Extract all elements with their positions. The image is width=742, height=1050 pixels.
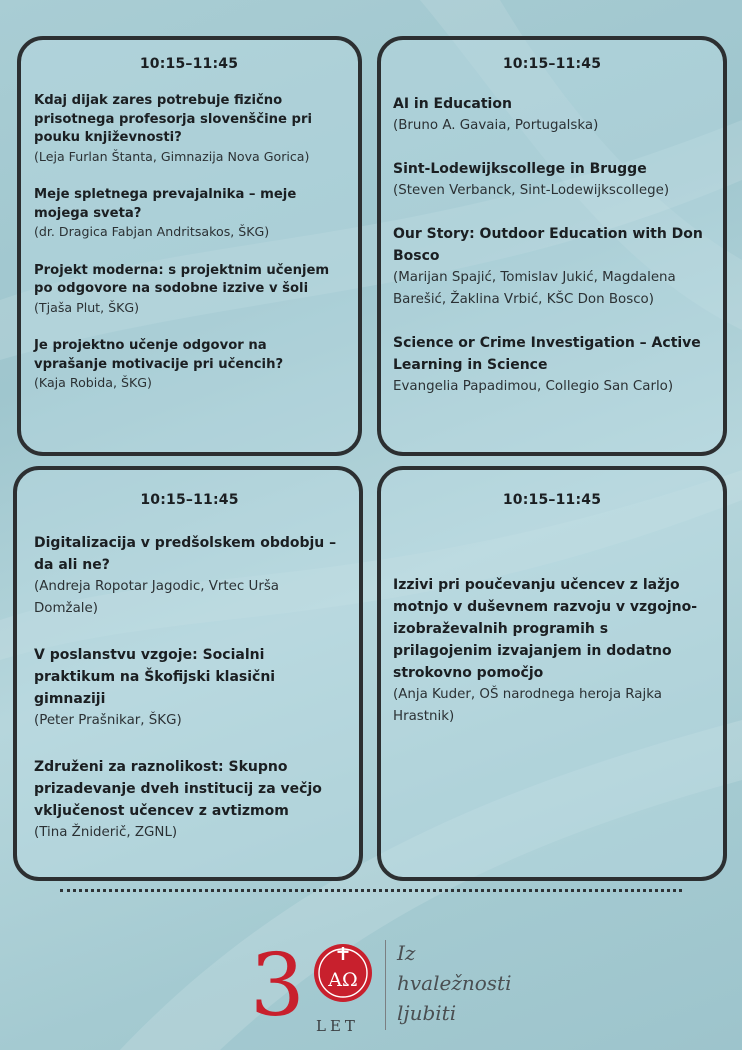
session-item bbox=[393, 158, 711, 202]
session-title: Sint-Lodewijkscollege in Brugge bbox=[393, 161, 647, 177]
session-title: Our Story: Outdoor Education with Don Bosco bbox=[393, 226, 703, 264]
session-presenter: Evangelia Papadimou, Collegio San Carlo) bbox=[393, 379, 674, 394]
session-title: AI in Education bbox=[393, 96, 512, 112]
session-presenter: (Andreja Ropotar Jagodic, Vrtec Urša Domžale) bbox=[34, 579, 280, 616]
session-time: 10:15–11:45 bbox=[139, 56, 239, 72]
motto-line: Iz bbox=[397, 941, 416, 965]
session-time: 10:15–11:45 bbox=[140, 492, 239, 508]
session-box-top-left bbox=[17, 36, 362, 456]
motto-line: hvaležnosti bbox=[397, 971, 512, 995]
session-item bbox=[393, 93, 711, 137]
dotted-divider bbox=[60, 889, 682, 892]
session-box-bottom-left bbox=[13, 466, 363, 881]
session-title: Science or Crime Investigation – Active Learning in Science bbox=[393, 335, 701, 373]
session-presenter: (dr. Dragica Fabjan Andritsakos, ŠKG) bbox=[34, 224, 270, 239]
session-box-top-right bbox=[377, 36, 727, 456]
session-presenter: (Tjaša Plut, ŠKG) bbox=[34, 299, 140, 315]
session-presenter: (Anja Kuder, OŠ narodnega heroja Rajka Hrastnik) bbox=[393, 687, 662, 724]
session-time: 10:15–11:45 bbox=[502, 56, 602, 72]
logo-separator bbox=[385, 940, 386, 1030]
session-item bbox=[393, 332, 711, 398]
session-title: V poslanstvu vzgoje: Socialni praktikum na Škofijski klasični gimnaziji bbox=[34, 647, 276, 707]
anniversary-logo bbox=[248, 933, 376, 1033]
session-item bbox=[34, 92, 344, 166]
motto bbox=[397, 938, 512, 1028]
session-item bbox=[393, 574, 711, 728]
session-title: Meje spletnega prevajalnika – meje mojega sveta? bbox=[34, 187, 297, 221]
session-item bbox=[34, 532, 345, 620]
session-title: Digitalizacija v predšolskem obdobju – da ali ne? bbox=[34, 535, 337, 573]
session-item bbox=[393, 223, 711, 311]
session-item bbox=[34, 186, 344, 242]
session-box-bottom-right bbox=[377, 466, 727, 881]
logo-number: 3 bbox=[250, 936, 305, 1033]
session-presenter: (Kaja Robida, ŠKG) bbox=[34, 375, 152, 390]
cross-icon-horizontal bbox=[338, 951, 349, 953]
session-item bbox=[34, 262, 344, 318]
session-item bbox=[34, 756, 345, 844]
session-title: Izzivi pri poučevanju učencev z lažjo motnjo v duševnem razvoju v vzgojno-izobraževalnih programih s prilagojenim izvajanjem in dodatno strokovno pomočjo bbox=[393, 577, 698, 681]
session-title: Združeni za raznolikost: Skupno prizadevanje dveh institucij za večjo vključenost učencev z avtizmom bbox=[34, 759, 322, 819]
session-title: Projekt moderna: s projektnim učenjem po odgovore na sodobne izzive v šoli bbox=[34, 262, 330, 296]
session-presenter: (Marijan Spajić, Tomislav Jukić, Magdalena Barešić, Žaklina Vrbić, KŠC Don Bosco) bbox=[393, 270, 676, 307]
session-presenter: (Tina Žniderič, ZGNL) bbox=[34, 825, 178, 840]
session-item bbox=[34, 337, 344, 393]
session-presenter: (Leja Furlan Štanta, Gimnazija Nova Gorica) bbox=[34, 148, 310, 164]
motto-line: ljubiti bbox=[397, 1001, 457, 1025]
logo-alpha-omega: AΩ bbox=[328, 969, 358, 991]
session-title: Je projektno učenje odgovor na vprašanje motivacije pri učencih? bbox=[34, 338, 284, 372]
session-presenter: (Peter Prašnikar, ŠKG) bbox=[34, 713, 182, 728]
session-presenter: (Steven Verbanck, Sint-Lodewijkscollege) bbox=[393, 183, 670, 198]
session-presenter: (Bruno A. Gavaia, Portugalska) bbox=[393, 118, 599, 133]
session-item bbox=[34, 644, 345, 732]
logo-text: LET bbox=[316, 1017, 359, 1033]
session-time: 10:15–11:45 bbox=[502, 492, 602, 508]
cross-icon-vertical bbox=[342, 947, 344, 960]
session-title: Kdaj dijak zares potrebuje fizično prisotnega profesorja slovenščine pri pouku književnosti? bbox=[34, 93, 312, 145]
